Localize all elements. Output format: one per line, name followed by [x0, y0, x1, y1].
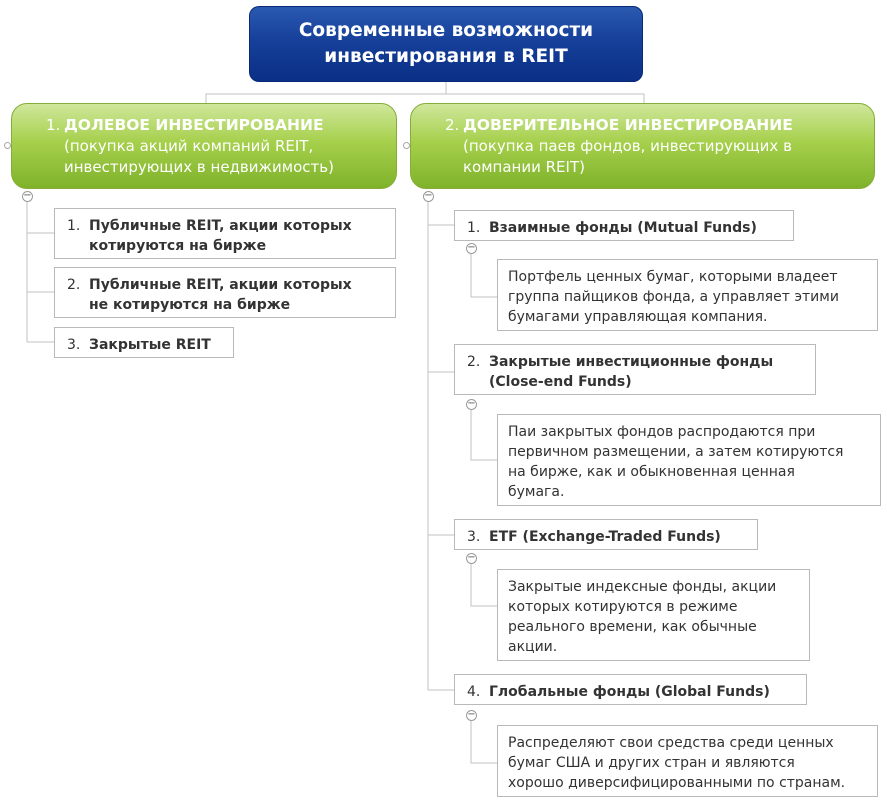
- desc-1-line3: бумагами управляющая компания.: [508, 309, 768, 325]
- root-topic[interactable]: [249, 6, 643, 82]
- left-branch-title: ДОЛЕВОЕ ИНВЕСТИРОВАНИЕ: [64, 116, 324, 134]
- desc-4-line3: хорошо диверсифицированными по странам.: [508, 775, 846, 791]
- right-branch-number: 2.: [445, 116, 460, 134]
- desc-2-line1: Паи закрытых фондов распродаются при: [508, 424, 816, 440]
- right-child-4-description: [497, 725, 878, 797]
- right-child-1-collapse-icon[interactable]: −: [467, 242, 476, 253]
- right-child-1[interactable]: [454, 210, 794, 241]
- connector-desc-1: [471, 254, 497, 297]
- desc-4-line2: бумаг США и других стран и являются: [508, 755, 795, 771]
- right-child-2-collapse-icon[interactable]: −: [467, 398, 476, 409]
- connector-root-right: [446, 94, 644, 103]
- desc-2-line4: бумага.: [508, 484, 565, 500]
- connector-desc-4: [471, 721, 497, 763]
- right-child-4[interactable]: [454, 674, 807, 705]
- desc-2-line3: на бирже, как и обыкновенная ценная: [508, 464, 795, 480]
- left-child-2-number: 2.: [67, 277, 81, 293]
- left-child-3-number: 3.: [67, 337, 81, 353]
- right-branch-anchor-dot: [403, 142, 410, 149]
- right-child-1-line1: Взаимные фонды (Mutual Funds): [489, 220, 757, 236]
- right-child-4-line1: Глобальные фонды (Global Funds): [489, 684, 770, 700]
- right-branch-subtitle-line1: (покупка паев фондов, инвестирующих в: [463, 137, 792, 155]
- connector-root-left: [206, 82, 446, 103]
- right-branch-subtitle-line2: компании REIT): [463, 158, 585, 176]
- left-child-1-line1: Публичные REIT, акции которых: [89, 218, 352, 234]
- desc-2-line2: первичном размещении, а затем котируются: [508, 444, 844, 460]
- right-child-2-description: [497, 414, 881, 506]
- right-branch-topic[interactable]: [410, 103, 875, 189]
- right-child-3-description: [497, 569, 810, 661]
- right-child-2-number: 2.: [467, 354, 481, 370]
- left-child-1-line2: котируются на бирже: [89, 238, 267, 254]
- desc-3-line3: реального времени, как обычные: [508, 619, 757, 635]
- left-child-1-number: 1.: [67, 218, 81, 234]
- desc-1-line2: группа пайщиков фонда, а управляет этими: [508, 289, 839, 305]
- right-child-3-line1: ETF (Exchange-Traded Funds): [489, 529, 721, 545]
- left-branch-topic[interactable]: [11, 103, 397, 189]
- right-child-3[interactable]: [454, 519, 758, 550]
- left-child-1[interactable]: [54, 208, 396, 259]
- root-title-line1: Современные возможности: [298, 20, 594, 41]
- right-branch-title: ДОВЕРИТЕЛЬНОЕ ИНВЕСТИРОВАНИЕ: [463, 116, 793, 134]
- left-child-3-line1: Закрытые REIT: [89, 337, 211, 353]
- right-child-1-description: [497, 259, 878, 331]
- desc-3-line1: Закрытые индексные фонды, акции: [508, 579, 777, 595]
- connector-desc-2: [471, 410, 497, 460]
- right-child-4-number: 4.: [467, 684, 481, 700]
- root-title-line2: инвестирования в REIT: [324, 46, 568, 67]
- desc-3-line4: акции.: [508, 639, 558, 655]
- left-child-2-line1: Публичные REIT, акции которых: [89, 277, 352, 293]
- desc-3-line2: которых котируются в режиме: [508, 599, 738, 615]
- left-branch-subtitle-line1: (покупка акций компаний REIT,: [64, 137, 314, 155]
- connector-desc-3: [471, 564, 497, 606]
- right-child-3-number: 3.: [467, 529, 481, 545]
- desc-4-line1: Распределяют свои средства среди ценных: [508, 735, 834, 751]
- left-branch-collapse-icon[interactable]: −: [23, 190, 32, 201]
- left-branch-anchor-dot: [4, 142, 11, 149]
- left-branch-subtitle-line2: инвестирующих в недвижимость): [64, 158, 334, 176]
- left-child-3[interactable]: [54, 327, 234, 358]
- left-branch-number: 1.: [46, 116, 61, 134]
- right-child-2-line1: Закрытые инвестиционные фонды: [489, 354, 774, 370]
- right-child-1-number: 1.: [467, 220, 481, 236]
- left-child-2-line2: не котируются на бирже: [89, 297, 291, 313]
- right-child-4-collapse-icon[interactable]: −: [467, 709, 476, 720]
- right-branch-collapse-icon[interactable]: −: [424, 190, 433, 201]
- desc-1-line1: Портфель ценных бумаг, которыми владеет: [508, 269, 838, 285]
- right-child-2[interactable]: [454, 344, 816, 395]
- right-child-2-line2: (Close-end Funds): [489, 374, 632, 390]
- left-child-2[interactable]: [54, 267, 396, 318]
- right-child-3-collapse-icon[interactable]: −: [467, 552, 476, 563]
